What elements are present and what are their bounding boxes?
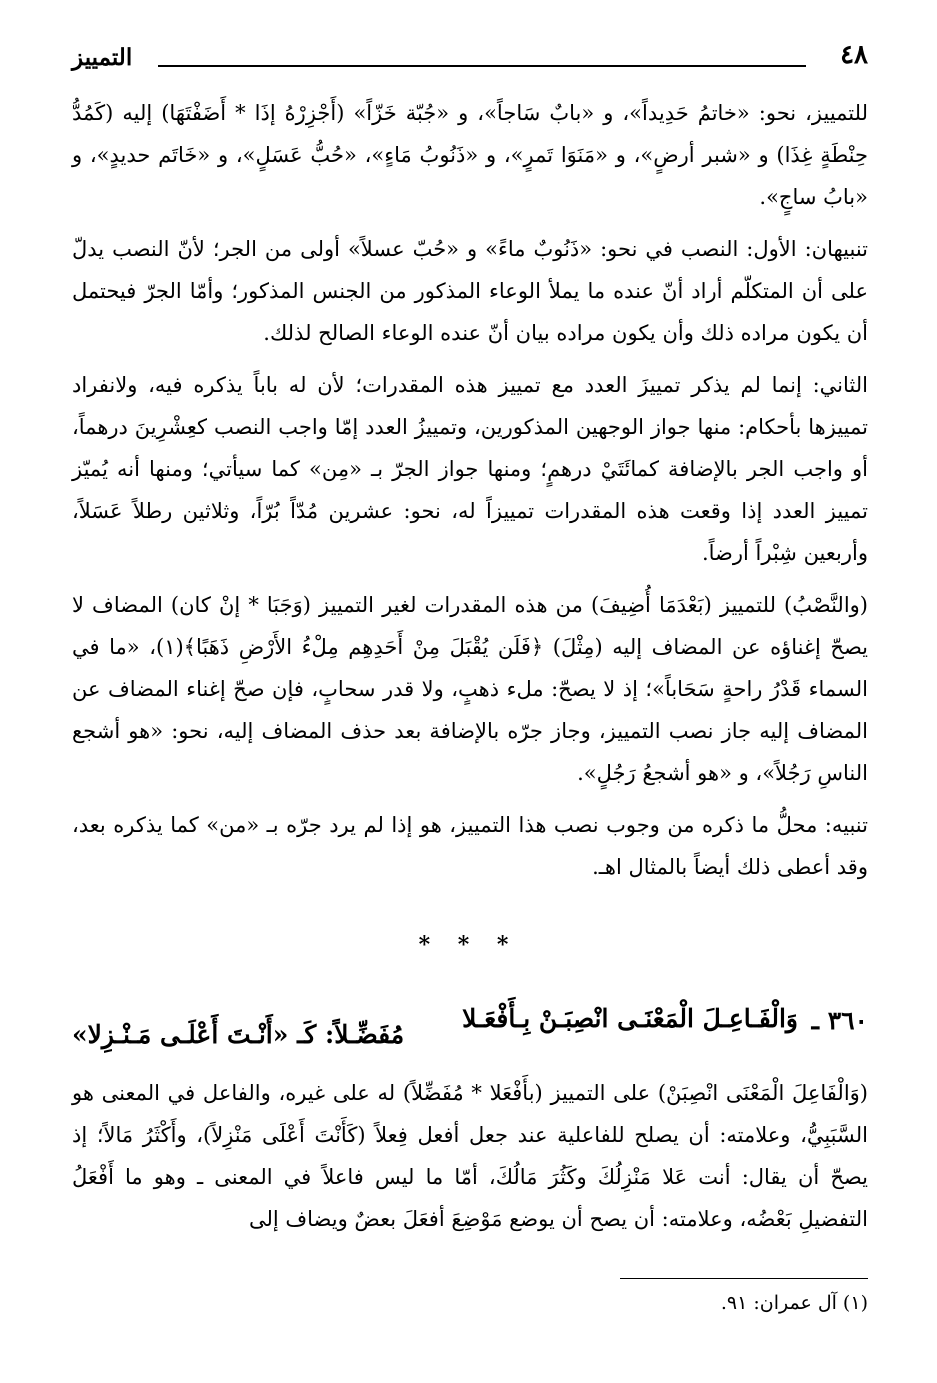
paragraph-1: للتمييز، نحو: «خاتمُ حَدِيداً»، و «بابٌ سَاجاً»، و «جُبّة خَزّاً» (أَجْزِرْهُ إذَا * أَضَفْتَهَا) إليه (كَمُدُّ حِنْطَةٍ غِذَا) و «شبر أرضٍ»، و «مَنَوَا تَمرٍ»، و «ذَنُوبُ مَاءٍ»، «حُبُّ عَسَلٍ»، و «خَاتَم حديدٍ»، و «بابُ ساجٍ». <box>72 101 868 209</box>
header-rule <box>158 65 806 67</box>
verse-line <box>72 996 868 1056</box>
section-separator: * * * <box>418 932 519 958</box>
footnote-rule <box>620 1278 868 1279</box>
footnote: (١) آل عمران: ٩١. <box>720 1292 868 1314</box>
page-header <box>72 38 868 78</box>
page-number: ٤٨ <box>840 40 868 70</box>
verse-number: ٣٦٠ ـ <box>811 1006 868 1035</box>
paragraph-4: (والنَّصْبُ) للتمييز (بَعْدَمَا أُضِيفَ) من هذه المقدرات لغير التمييز (وَجَبَا * إنْ كان) المضاف لا يصحّ إغناؤه عن المضاف إليه (مِثْلَ) ﴿فَلَن يُقْبَلَ مِنْ أَحَدِهِم مِلْءُ الأَرْضِ ذَهَبًا﴾(١)، «ما في السماء قَدْرُ راحةٍ سَحَاباً»؛ إذ لا يصحّ: ملء ذهبٍ، ولا قدر سحابٍ، فإن صحّ إغناء المضاف عن المضاف إليه جاز نصب التمييز، وجاز جرّه بالإضافة بعد حذف المضاف إليه، نحو: «هو أشجع الناسِ رَجُلاً»، و «هو أشجعُ رَجُلٍ». <box>72 593 869 785</box>
chapter-title: التمييز <box>72 44 133 71</box>
main-text <box>72 92 868 898</box>
paragraph-5: تنبيه: محلُّ ما ذكره من وجوب نصب هذا التمييز، هو إذا لم يرد جرّه بـ «من» كما يذكره بعد، وقد أعطى ذلك أيضاً بالمثال اهـ. <box>72 813 868 879</box>
paragraph-3: الثاني: إنما لم يذكر تمييزَ العدد مع تمييز هذه المقدرات؛ لأن له باباً يذكره فيه، ولانفراد تمييزها بأحكام: منها جواز الوجهين المذكورين، وتمييزُ العدد إمّا واجب النصب كعِشْرِينَ درهماً، أو واجب الجر بالإضافة كمائَتَيْ درهمٍ؛ ومنها جواز الجرّ بـ «مِن» كما سيأتي؛ ومنها أنه يُميّز تمييز العدد إذا وقعت هذه المقدرات تمييزاً له، نحو: عشرين مُدّاً بُرّاً، وثلاثين رطلاً عَسَلاً، وأربعين شِبْراً أرضاً. <box>72 373 868 565</box>
verse-second-hemistich: مُفَضِّـلاً: كَـ «أَنْـتَ أَعْلَـى مَـنْـزِلا» <box>72 1020 405 1049</box>
commentary-paragraph: (وَالْفَاعِلَ الْمَعْنَى انْصِبَنْ) على التمييز (بأَفْعَلا * مُفَضِّلاً) له على غيره، والفاعل في المعنى هو السَّبَبِيُّ، وعلامته: أن يصلح للفاعلية عند جعل أفعل فِعلاً (كَأَنْتَ أَعْلَى مَنْزِلاً)، وأَكْثَرُ مَالاً؛ إذ يصحّ أن يقال: أنت عَلا مَنْزِلُكَ وكَثُرَ مَالُكَ، أمّا ما ليس فاعلاً في المعنى ـ وهو ما أَفْعَلُ التفضيلِ بَعْضُه، وعلامته: أن يصح أن يوضع مَوْضِعَ أفعَلَ بعضٌ ويضاف إلى <box>72 1081 868 1231</box>
verse-first-hemistich: وَالْفَـاعِـلَ الْمَعْنَـى انْصِبَـنْ بِـأَفْعَـلا <box>462 1004 798 1033</box>
commentary-text <box>72 1072 868 1250</box>
paragraph-2: تنبيهان: الأول: النصب في نحو: «ذَنُوبٌ ماءً» و «حُبّ عسلاً» أولى من الجر؛ لأنّ النصب يدلّ على أن المتكلّم أراد أنّ عنده ما يملأ الوعاء المذكور من الجنس المذكور؛ وأمّا الجرّ فيحتمل أن يكون مراده ذلك وأن يكون مراده بيان أنّ عنده الوعاء الصالح لذلك. <box>72 237 868 345</box>
